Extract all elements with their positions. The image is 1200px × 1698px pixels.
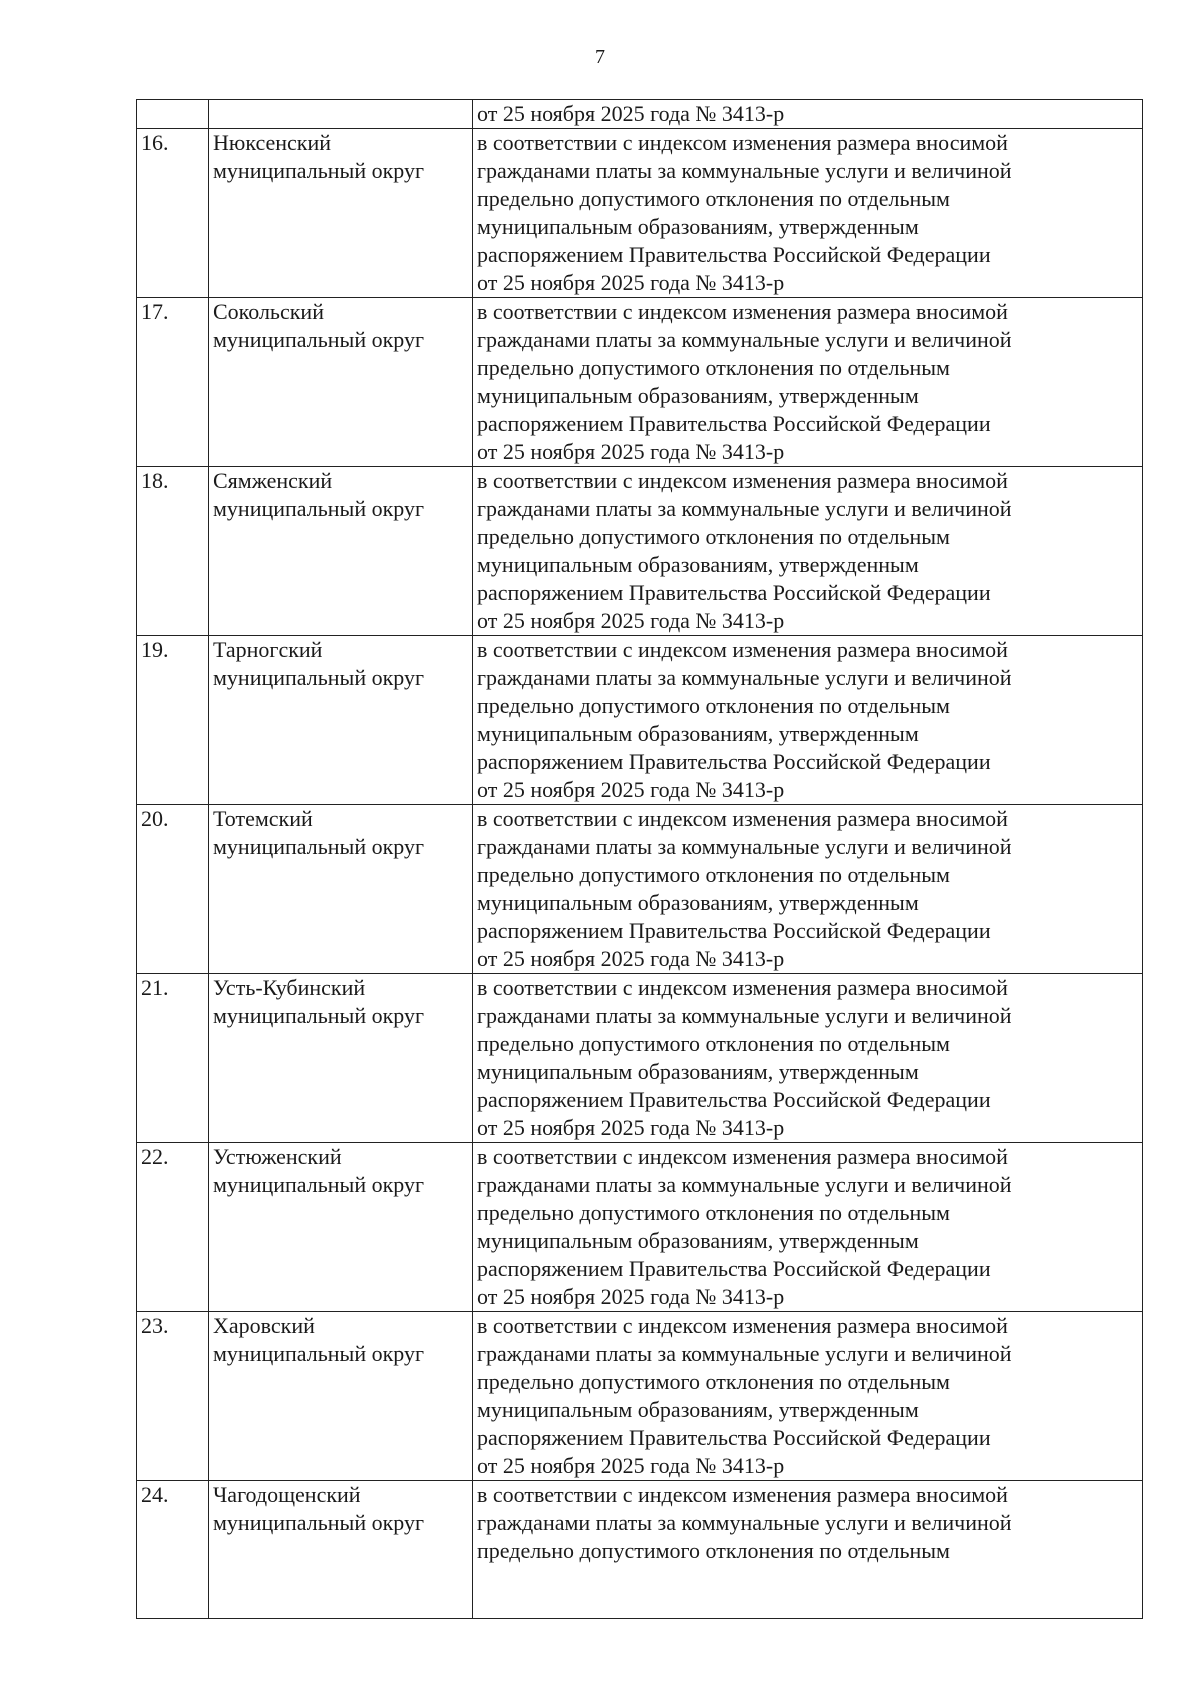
basis-line: гражданами платы за коммунальные услуги и величиной [477,1172,1012,1197]
basis-line: распоряжением Правительства Российской Федерации [477,411,991,436]
basis-line: в соответствии с индексом изменения размера вносимой [477,1144,1008,1169]
basis-line: муниципальным образованиям, утвержденным [477,1228,919,1253]
basis-cell [473,298,1143,467]
row-number: 18. [137,467,209,636]
row-number: 21. [137,974,209,1143]
table-row [137,805,1143,974]
district-name-cell [209,298,473,467]
district-name: Сямженский [213,468,333,493]
basis-line: распоряжением Правительства Российской Федерации [477,749,991,774]
basis-line: гражданами платы за коммунальные услуги и величиной [477,327,1012,352]
table-row [137,298,1143,467]
basis-line: предельно допустимого отклонения по отдельным [477,1369,950,1394]
basis-line: от 25 ноября 2025 года № 3413-р [477,946,785,971]
basis-line: от 25 ноября 2025 года № 3413-р [477,1115,785,1140]
district-name: Харовский [213,1313,315,1338]
basis-cell [473,974,1143,1143]
district-type: муниципальный округ [213,665,425,690]
basis-line: от 25 ноября 2025 года № 3413-р [477,1453,785,1478]
table-row [137,1312,1143,1481]
basis-line: распоряжением Правительства Российской Федерации [477,918,991,943]
district-type: муниципальный округ [213,158,425,183]
table-row-continuation [137,100,1143,129]
basis-line: предельно допустимого отклонения по отдельным [477,186,950,211]
basis-line: гражданами платы за коммунальные услуги и величиной [477,496,1012,521]
row-number: 24. [137,1481,209,1619]
basis-cell [473,805,1143,974]
basis-line: муниципальным образованиям, утвержденным [477,383,919,408]
district-name-cell [209,1143,473,1312]
basis-line: от 25 ноября 2025 года № 3413-р [477,777,785,802]
basis-line: предельно допустимого отклонения по отдельным [477,1031,950,1056]
basis-line: предельно допустимого отклонения по отдельным [477,862,950,887]
basis-line: распоряжением Правительства Российской Федерации [477,1087,991,1112]
basis-line: распоряжением Правительства Российской Федерации [477,1425,991,1450]
row-number: 20. [137,805,209,974]
basis-cell [473,467,1143,636]
basis-line: гражданами платы за коммунальные услуги и величиной [477,665,1012,690]
basis-line: распоряжением Правительства Российской Федерации [477,242,991,267]
district-name-cell [209,100,473,129]
district-type: муниципальный округ [213,1510,425,1535]
district-name: Устюженский [213,1144,342,1169]
row-number: 17. [137,298,209,467]
table-row [137,1143,1143,1312]
basis-line: предельно допустимого отклонения по отдельным [477,1200,950,1225]
row-number: 16. [137,129,209,298]
basis-line: от 25 ноября 2025 года № 3413-р [477,270,785,295]
page-number: 7 [595,46,605,68]
basis-line: в соответствии с индексом изменения размера вносимой [477,1313,1008,1338]
basis-line: гражданами платы за коммунальные услуги и величиной [477,1341,1012,1366]
basis-line: от 25 ноября 2025 года № 3413-р [477,1284,785,1309]
district-name-cell [209,129,473,298]
basis-cell [473,1481,1143,1619]
basis-line: муниципальным образованиям, утвержденным [477,721,919,746]
basis-line: в соответствии с индексом изменения размера вносимой [477,468,1008,493]
basis-line: гражданами платы за коммунальные услуги и величиной [477,834,1012,859]
row-number: 23. [137,1312,209,1481]
basis-line: муниципальным образованиям, утвержденным [477,214,919,239]
district-name: Тарногский [213,637,323,662]
basis-line: в соответствии с индексом изменения размера вносимой [477,1482,1008,1507]
table-row [137,1481,1143,1619]
district-type: муниципальный округ [213,1003,425,1028]
district-name-cell [209,467,473,636]
basis-line: распоряжением Правительства Российской Федерации [477,1256,991,1281]
district-name: Сокольский [213,299,324,324]
district-type: муниципальный округ [213,834,425,859]
district-name: Нюксенский [213,130,332,155]
basis-line: предельно допустимого отклонения по отдельным [477,693,950,718]
basis-cell [473,1143,1143,1312]
district-type: муниципальный округ [213,496,425,521]
district-name-cell [209,1312,473,1481]
row-number: 19. [137,636,209,805]
row-number-cell [137,100,209,129]
basis-line: распоряжением Правительства Российской Федерации [477,580,991,605]
basis-cell [473,129,1143,298]
district-name: Чагодощенский [213,1482,361,1507]
basis-cell [473,636,1143,805]
basis-line: гражданами платы за коммунальные услуги и величиной [477,158,1012,183]
district-name-cell [209,636,473,805]
basis-line: в соответствии с индексом изменения размера вносимой [477,130,1008,155]
basis-cell [473,1312,1143,1481]
table-row [137,636,1143,805]
basis-cell [473,100,1143,129]
basis-line: муниципальным образованиям, утвержденным [477,890,919,915]
basis-line: муниципальным образованиям, утвержденным [477,1059,919,1084]
table-row [137,129,1143,298]
basis-line: в соответствии с индексом изменения размера вносимой [477,299,1008,324]
table-row [137,467,1143,636]
table-row [137,974,1143,1143]
districts-table [136,99,1143,1619]
basis-line: в соответствии с индексом изменения размера вносимой [477,806,1008,831]
basis-line: от 25 ноября 2025 года № 3413-р [477,101,785,126]
basis-line: в соответствии с индексом изменения размера вносимой [477,637,1008,662]
district-type: муниципальный округ [213,327,425,352]
basis-line: от 25 ноября 2025 года № 3413-р [477,608,785,633]
basis-line: гражданами платы за коммунальные услуги и величиной [477,1003,1012,1028]
district-name-cell [209,805,473,974]
district-name: Усть-Кубинский [213,975,366,1000]
basis-line: предельно допустимого отклонения по отдельным [477,1538,950,1563]
basis-line: муниципальным образованиям, утвержденным [477,552,919,577]
basis-line: предельно допустимого отклонения по отдельным [477,524,950,549]
basis-line: от 25 ноября 2025 года № 3413-р [477,439,785,464]
basis-line: муниципальным образованиям, утвержденным [477,1397,919,1422]
district-name-cell [209,1481,473,1619]
district-type: муниципальный округ [213,1172,425,1197]
basis-line: гражданами платы за коммунальные услуги и величиной [477,1510,1012,1535]
district-name-cell [209,974,473,1143]
district-name: Тотемский [213,806,313,831]
basis-line: предельно допустимого отклонения по отдельным [477,355,950,380]
basis-line: в соответствии с индексом изменения размера вносимой [477,975,1008,1000]
district-type: муниципальный округ [213,1341,425,1366]
row-number: 22. [137,1143,209,1312]
